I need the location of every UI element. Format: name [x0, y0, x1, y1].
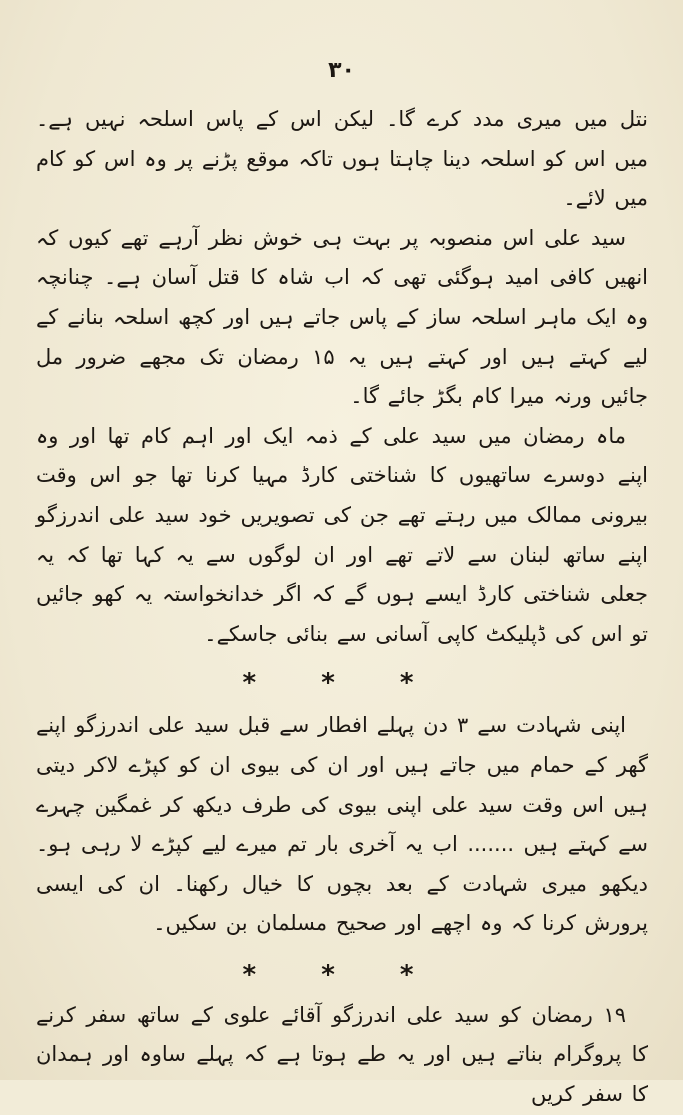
paragraph-4: اپنی شہادت سے ۳ دن پہلے افطار سے قبل سید علی اندرزگو اپنے گھر کے حمام میں جاتے ہیں اور ان کی بیوی ان کو کپڑے لاکر دیتی ہیں اس وقت سید علی اپنی بیوی کی طرف دیکھ کر غمگین چہرے سے کہتے ہیں ....... اب یہ آخری بار تم میرے لیے کپڑے لا رہی ہو۔ دیکھو میری شہادت کے بعد بچوں کا خیال رکھنا۔ ان کی ایسی پرورش کرنا کہ وہ اچھے اور صحیح مسلمان بن سکیں۔	[36, 713, 648, 936]
paragraph-5: ۱۹ رمضان کو سید علی اندرزگو آقائے علوی کے ساتھ سفر کرنے کا پروگرام بناتے ہیں اور یہ طے ہوتا ہے کہ پہلے ساوہ اور ہمدان کا سفر کریں	[36, 1002, 648, 1107]
page-number: ۳۰	[328, 58, 355, 83]
paragraph-1: نتل میں میری مدد کرے گا۔ لیکن اس کے پاس اسلحہ نہیں ہے۔ میں اس کو اسلحہ دینا چاہتا ہوں تاکہ موقع پڑنے پر وہ اس کو کام میں لائے۔	[36, 107, 648, 211]
section-separator: * * *	[242, 959, 442, 990]
body-text	[36, 100, 648, 1115]
paragraph-2: سید علی اس منصوبہ پر بہت ہی خوش نظر آرہے تھے کیوں کہ انھیں کافی امید ہوگئی تھی کہ اب شاہ کا قتل آسان ہے۔ چنانچہ وہ ایک ماہر اسلحہ ساز کے پاس جاتے ہیں اور کچھ اسلحہ بنانے کے لیے کہتے ہیں اور کہتے ہیں یہ ۱۵ رمضان تک مجھے ضرور مل جائیں ورنہ میرا کام بگڑ جائے گا۔	[36, 225, 648, 409]
paragraph-3: ماہ رمضان میں سید علی کے ذمہ ایک اور اہم کام تھا اور وہ اپنے دوسرے ساتھیوں کا شناختی کارڈ مہیا کرنا تھا جو اس وقت بیرونی ممالک میں رہتے تھے جن کی تصویریں خود سید علی اندرزگو اپنے ساتھ لبنان سے لاتے تھے اور ان لوگوں سے یہ کہا تھا کہ یہ جعلی شناختی کارڈ ایسے ہوں گے کہ اگر خدانخواستہ یہ کھو جائیں تو اس کی ڈپلیکٹ کاپی آسانی سے بنائی جاسکے۔	[36, 423, 648, 646]
section-separator: * * *	[242, 668, 442, 699]
